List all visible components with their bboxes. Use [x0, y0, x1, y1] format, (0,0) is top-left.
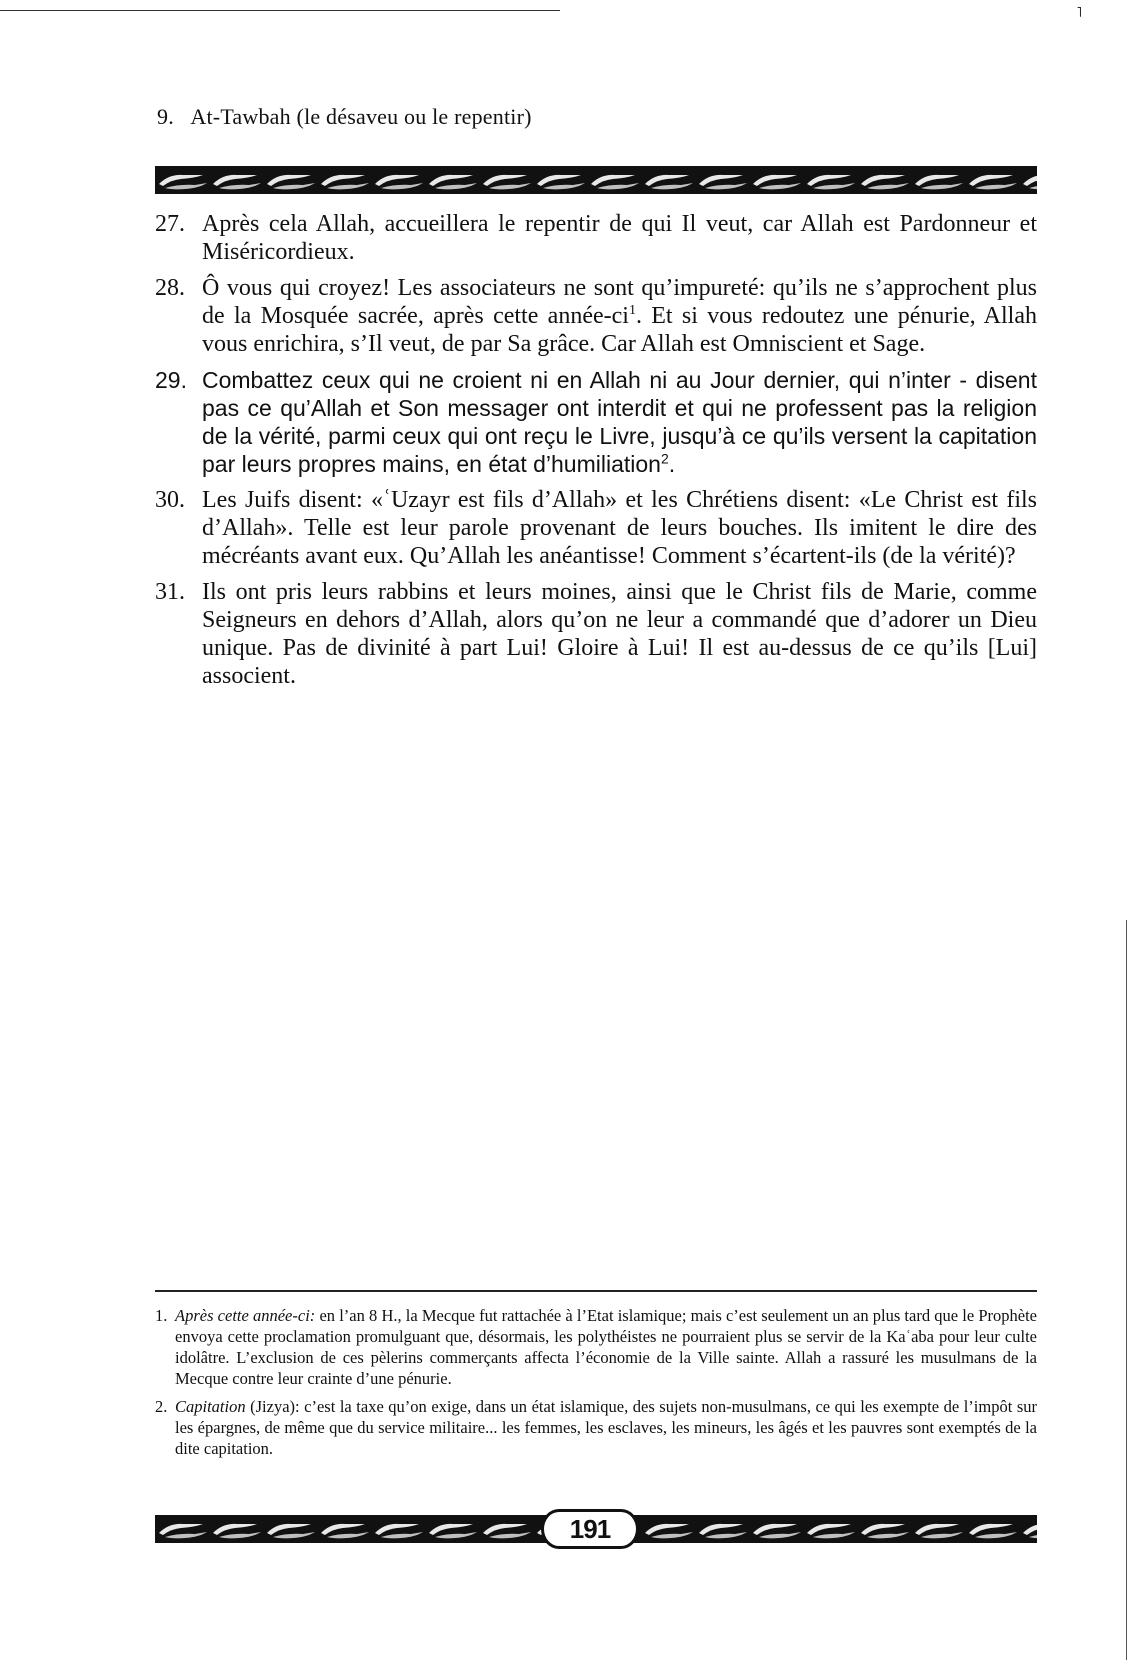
verse-text: Ô vous qui croyez! Les associateurs ne sont qu’impureté: qu’ils ne s’approchent plus de la Mosquée sacrée, après cette année-ci	[202, 275, 1037, 329]
corner-mark: ˥	[1076, 6, 1082, 21]
verse-number: 31.	[155, 579, 185, 605]
verse-number: 27.	[155, 211, 185, 237]
footnote-text: (Jizya): c’est la taxe qu’on exige, dans un état islamique, des sujets non-musulmans, ce qui les exempte de l’impôt sur les épargnes, de même que du service militaire... les femmes, les esclaves, les mineurs, les âgés et les pauvres sont exemptés de la dite capitation.	[175, 1397, 1037, 1458]
sura-title: At-Tawbah (le désaveu ou le repentir)	[190, 104, 532, 129]
footnote-number: 1.	[155, 1306, 168, 1325]
verse-text: Ils ont pris leurs rabbins et leurs moines, ainsi que le Christ fils de Marie, comme Seigneurs en dehors d’Allah, alors qu’on ne leur a commandé que d’adorer un Dieu unique. Pas de divinité à part Lui! Gloire à Lui! Il est au-dessus de ce qu’ils [Lui] associent.	[202, 579, 1037, 689]
footnote-ref-1: 1	[628, 303, 636, 318]
footnote-2	[155, 1396, 1037, 1459]
footnote-separator	[155, 1290, 1037, 1292]
verse-text-continued: . Et si vous redoutez une pénurie, Allah vous enrichira, s’Il veut, de par Sa grâce. Car Allah est Omniscient et Sage.	[202, 303, 1037, 357]
footnote-1	[155, 1305, 1037, 1389]
verse-29	[155, 366, 1037, 478]
verse-number: 30.	[155, 487, 185, 513]
sura-heading	[157, 104, 532, 130]
footnote-ref-2: 2	[660, 450, 669, 467]
top-scan-rule	[0, 10, 560, 11]
footnote-term: Après cette année-ci:	[175, 1306, 316, 1325]
verse-text: Les Juifs disent: «ʿUzayr est fils d’Allah» et les Chrétiens disent: «Le Christ est fils d’Allah». Telle est leur parole provenant de leurs bouches. Ils imitent le dire des mécréants avant eux. Qu’Allah les anéantisse! Comment s’écartent-ils (de la vérité)?	[202, 487, 1037, 569]
footnote-term: Capitation	[175, 1397, 246, 1416]
verse-28	[155, 274, 1037, 358]
verse-text: Combattez ceux qui ne croient ni en Allah ni au Jour dernier, qui n’inter - disent pas ce qu’Allah et Son messager ont interdit et qui ne professent pas la religion de la vérité, parmi ceux qui ont reçu le Livre, jusqu’à ce qu’ils versent la capitation par leurs propres mains, en état d’humiliation	[202, 367, 1037, 477]
decorative-border-top	[155, 166, 1037, 194]
footnote-text: en l’an 8 H., la Mecque fut rattachée à l’Etat islamique; mais c’est seulement un an plus tard que le Prophète envoya cette proclamation promulguant que, désormais, les polythéistes ne pourraient plus se servir de la Kaʿaba pour leur culte idolâtre. L’exclusion de ces pèlerins commerçants affecta l’économie de la Ville sainte. Allah a rassuré les musulmans de la Mecque contre leur crainte d’une pénurie.	[175, 1306, 1037, 1388]
verse-number: 28.	[155, 275, 185, 301]
verse-text: Après cela Allah, accueillera le repentir de qui Il veut, car Allah est Pardonneur et Miséricordieux.	[202, 211, 1037, 265]
footnote-list	[155, 1305, 1037, 1466]
verse-list	[155, 210, 1037, 698]
verse-31	[155, 578, 1037, 690]
footnote-number: 2.	[155, 1397, 168, 1416]
verse-text-continued: .	[668, 451, 676, 477]
sura-number: 9.	[157, 104, 174, 129]
verse-27	[155, 210, 1037, 266]
chain-ornament-top	[155, 166, 1037, 194]
page-edge-line	[1126, 920, 1127, 1660]
verse-number: 29.	[155, 367, 187, 393]
page-number: 191	[541, 1509, 639, 1549]
verse-30	[155, 486, 1037, 570]
